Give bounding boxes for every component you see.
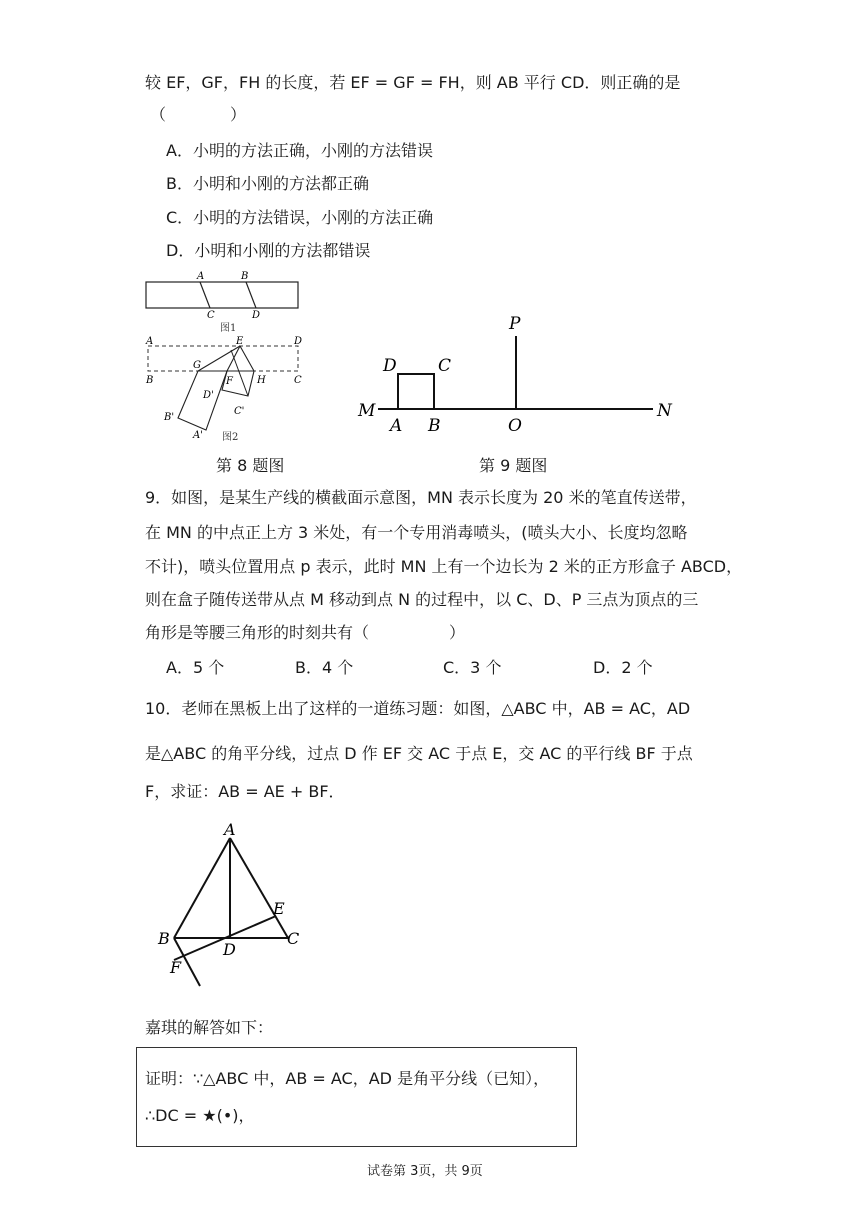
fig9-label-a: A: [390, 416, 403, 436]
q9-option-b: B．4 个: [295, 658, 354, 677]
q10-line2: 是△ABC 的角平分线，过点 D 作 EF 交 AC 于点 E，交 AC 的平行线 BF 于点: [145, 744, 693, 763]
fig2-label-e: E: [236, 336, 244, 347]
fig9-label-d: D: [383, 356, 397, 376]
fig9-label-c: C: [438, 356, 452, 376]
fig9-label-m: M: [358, 401, 376, 421]
fig9-caption: 第 9 题图: [479, 456, 548, 475]
proof-box: [136, 1047, 577, 1147]
fig2-label-b: B: [146, 375, 154, 386]
fig9-label-p: P: [509, 314, 521, 334]
q8-answer-paren: （ ）: [150, 105, 247, 124]
fig10-label-e: E: [273, 899, 285, 918]
q9-line5: 角形是等腰三角形的时刻共有（ ）: [145, 623, 466, 642]
q8-option-d: D．小明和小刚的方法都错误: [166, 241, 371, 260]
q9-line3: 不计)，喷头位置用点 p 表示，此时 MN 上有一个边长为 2 米的正方形盒子 ABCD，: [145, 557, 743, 576]
fig1-label-b: B: [241, 271, 249, 282]
q9-line1: 9．如图，是某生产线的横截面示意图，MN 表示长度为 20 米的笔直传送带，: [145, 488, 697, 507]
fig10-label-d: D: [223, 940, 236, 959]
proof-line1: 证明：∵△ABC 中，AB = AC，AD 是角平分线（已知），: [145, 1069, 550, 1088]
figure-q9: [350, 310, 680, 440]
fig10-label-b: B: [158, 929, 170, 948]
page-footer: 试卷第 3页，共 9页: [367, 1164, 483, 1179]
q9-line4: 则在盒子随传送带从点 M 移动到点 N 的过程中，以 C、D、P 三点为顶点的三: [145, 590, 699, 609]
fig10-label-f: F: [170, 958, 182, 977]
fig2-label-d: D: [294, 336, 303, 347]
q8-option-b: B．小明和小刚的方法都正确: [166, 174, 369, 193]
q9-option-d: D．2 个: [593, 658, 653, 677]
q9-line2: 在 MN 的中点正上方 3 米处，有一个专用消毒喷头，(喷头大小、长度均忽略: [145, 523, 688, 542]
fig1-label-d: D: [252, 310, 261, 321]
q10-line3: F，求证：AB = AE + BF．: [145, 782, 345, 801]
answer-intro: 嘉琪的解答如下：: [145, 1018, 274, 1037]
fig2-label-d-prime: D': [203, 390, 214, 401]
fig1-label-a: A: [197, 271, 205, 282]
fig2-label-a-prime: A': [193, 430, 203, 441]
proof-line2: ∴DC = ★(•)，: [145, 1106, 255, 1125]
fig1-label-c: C: [207, 310, 215, 321]
fig9-label-o: O: [508, 416, 522, 436]
figure-q10: [150, 818, 310, 998]
fig10-label-c: C: [287, 929, 300, 948]
fig2-label-c-prime: C': [234, 406, 245, 417]
fig8-caption: 第 8 题图: [216, 456, 285, 475]
figure-q8: [136, 268, 316, 448]
fig2-label-h: H: [257, 375, 266, 386]
fig9-label-b: B: [428, 416, 441, 436]
fig2-label-a: A: [146, 336, 154, 347]
fig2-label-g: G: [193, 360, 201, 371]
fig2-label-b-prime: B': [164, 412, 175, 423]
fig9-label-n: N: [657, 401, 672, 421]
q9-option-a: A．5 个: [166, 658, 225, 677]
fig10-label-a: A: [224, 820, 236, 839]
q8-option-c: C．小明的方法错误，小刚的方法正确: [166, 208, 434, 227]
fig2-label-c: C: [294, 375, 302, 386]
fig2-label-f: F: [226, 376, 233, 387]
q8-line1: 较 EF，GF，FH 的长度，若 EF = GF = FH，则 AB 平行 CD．则正确的是: [145, 73, 681, 92]
q8-option-a: A．小明的方法正确，小刚的方法错误: [166, 141, 433, 160]
q9-option-c: C．3 个: [443, 658, 502, 677]
q10-line1: 10．老师在黑板上出了这样的一道练习题：如图，△ABC 中，AB = AC，AD: [145, 699, 691, 718]
fig1-caption: 图1: [220, 323, 237, 334]
fig2-caption: 图2: [222, 432, 239, 443]
